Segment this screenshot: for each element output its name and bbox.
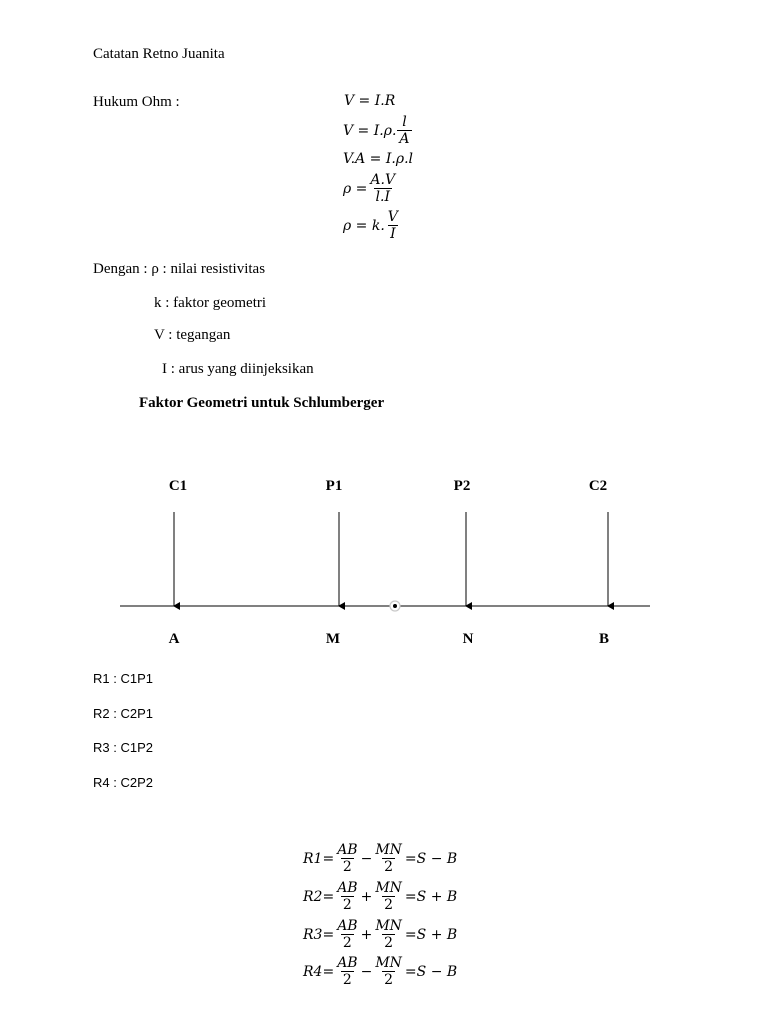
formula-r2-eq: = [322, 888, 335, 905]
formula-r1-frac-mn [373, 842, 404, 875]
formula-r1-ab-den: 2 [342, 859, 352, 875]
author-note: Catatan Retno Juanita [93, 46, 225, 62]
label-p1: P1 [325, 478, 343, 494]
formula-r2-rhs: S + B [416, 888, 458, 905]
formula-r4-ab-den: 2 [342, 972, 352, 988]
label-b: B [598, 631, 610, 647]
definition-rho: Dengan : ρ : nilai resistivitas [93, 261, 266, 277]
ohm-eq-5-num: V [387, 209, 398, 225]
label-m: M [325, 631, 341, 647]
label-n: N [462, 631, 474, 647]
formula-r4-eq2: = [404, 963, 417, 980]
formula-r2-mn: MN [375, 880, 402, 896]
definition-v: V : tegangan [154, 327, 231, 343]
formula-r1-mn-den: 2 [384, 859, 394, 875]
ohm-eq-3-text: V.A = I.ρ.l [343, 151, 413, 167]
ohm-eq-5-lhs: ρ = k. [343, 217, 385, 234]
formula-r3-eq2: = [404, 926, 417, 943]
distance-r2: R2 : C2P1 [93, 706, 153, 721]
formula-r2-op: + [360, 888, 373, 905]
formula-r4-op: − [360, 963, 373, 980]
definition-k: k : faktor geometri [154, 295, 267, 311]
label-c2: C2 [588, 478, 608, 494]
formula-r3-frac-mn [373, 918, 404, 951]
formula-r3 [303, 918, 457, 951]
formula-r1-ab: AB [337, 842, 358, 858]
ohm-eq-2-lhs: V = I.ρ. [343, 122, 397, 139]
ohm-label: Hukum Ohm : [93, 94, 180, 110]
definition-i: I : arus yang diinjeksikan [162, 361, 314, 377]
formula-r1-lhs: R1 [303, 850, 323, 867]
formula-r4-lhs: R4 [303, 963, 323, 980]
formula-r1 [303, 842, 457, 875]
formula-r3-ab: AB [337, 918, 358, 934]
label-p2: P2 [453, 478, 471, 494]
formula-r4-mn-den: 2 [384, 972, 394, 988]
formula-r2-eq2: = [404, 888, 417, 905]
formula-r3-frac-ab [335, 918, 359, 951]
formula-r2-frac-ab [335, 880, 359, 913]
ohm-eq-2-num: l [402, 114, 407, 130]
formula-r3-lhs: R3 [303, 926, 323, 943]
formula-r2 [303, 880, 457, 913]
formula-r4-ab: AB [337, 955, 358, 971]
formula-r4-eq: = [322, 963, 335, 980]
formula-r3-mn: MN [375, 918, 402, 934]
formula-r1-frac-ab [335, 842, 359, 875]
formula-r1-rhs: S − B [416, 850, 458, 867]
label-c1: C1 [168, 478, 188, 494]
formula-r4-frac-mn [373, 955, 404, 988]
formula-r1-mn: MN [375, 842, 402, 858]
formula-r2-ab-den: 2 [342, 897, 352, 913]
formula-r1-eq2: = [404, 850, 417, 867]
formula-r3-ab-den: 2 [342, 935, 352, 951]
formula-r3-rhs: S + B [416, 926, 458, 943]
formula-r2-frac-mn [373, 880, 404, 913]
ohm-eq-4-lhs: ρ = [343, 180, 368, 197]
distance-r1: R1 : C1P1 [93, 671, 153, 686]
formula-r2-mn-den: 2 [384, 897, 394, 913]
distance-r3: R3 : C1P2 [93, 740, 153, 755]
formula-r4 [303, 955, 457, 988]
formula-r2-lhs: R2 [303, 888, 323, 905]
section-title: Faktor Geometri untuk Schlumberger [139, 395, 385, 411]
ohm-eq-1-text: V = I.R [344, 93, 396, 109]
center-point-dot [393, 604, 397, 608]
distance-r4: R4 : C2P2 [93, 775, 153, 790]
formula-r3-eq: = [322, 926, 335, 943]
formula-r4-mn: MN [375, 955, 402, 971]
formula-r1-eq: = [322, 850, 335, 867]
ohm-eq-2-den: A [399, 131, 410, 147]
ohm-eq-5-den: I [390, 226, 396, 242]
formula-r2-ab: AB [337, 880, 358, 896]
label-a: A [168, 631, 180, 647]
formula-r3-mn-den: 2 [384, 935, 394, 951]
ohm-eq-4-den: l.I [375, 189, 390, 205]
formula-r4-rhs: S − B [416, 963, 458, 980]
ohm-eq-4-num: A.V [370, 172, 396, 188]
formula-r1-op: − [360, 850, 373, 867]
formula-r4-frac-ab [335, 955, 359, 988]
formula-r3-op: + [360, 926, 373, 943]
